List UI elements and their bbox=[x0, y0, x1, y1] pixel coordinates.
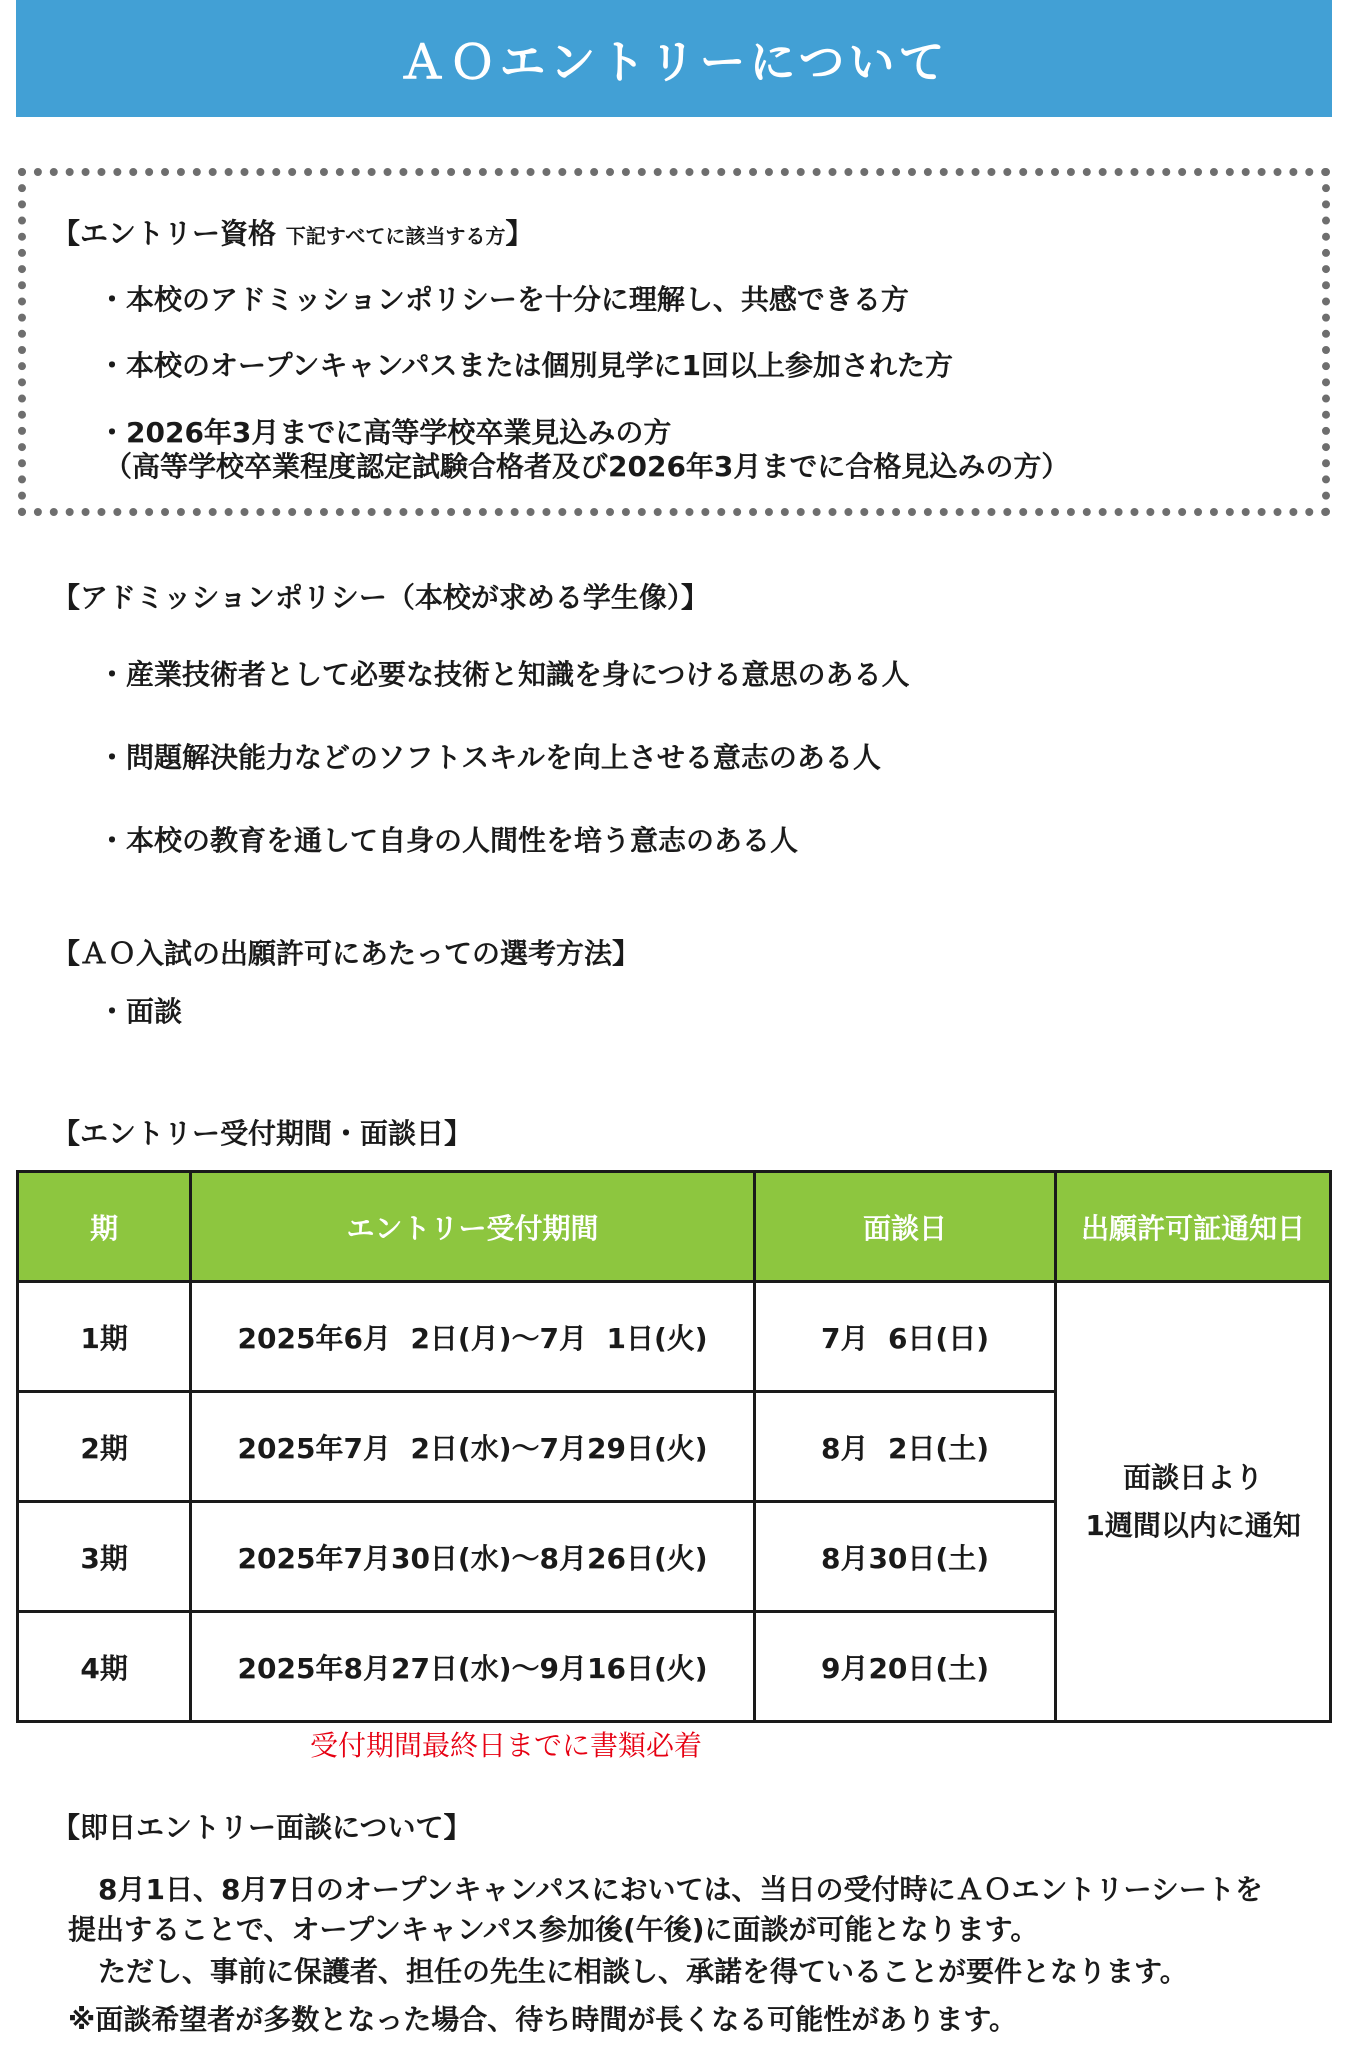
interview-cell: 9月20日(土) bbox=[754, 1612, 1055, 1722]
notify-line: 1週間以内に通知 bbox=[1085, 1508, 1301, 1542]
interview-cell: 8月 2日(土) bbox=[754, 1392, 1055, 1502]
qualification-item-note: （高等学校卒業程度認定試験合格者及び2026年3月までに合格見込みの方） bbox=[104, 450, 1070, 483]
interview-cell: 8月30日(土) bbox=[754, 1502, 1055, 1612]
term-cell: 3期 bbox=[18, 1502, 191, 1612]
term-cell: 4期 bbox=[18, 1612, 191, 1722]
term-cell: 1期 bbox=[18, 1282, 191, 1392]
period-cell: 2025年6月 2日(月)～7月 1日(火) bbox=[191, 1282, 755, 1392]
policy-item: ・本校の教育を通して自身の人間性を培う意志のある人 bbox=[98, 824, 799, 857]
same-day-line: 提出することで、オープンキャンパス参加後(午後)に面談が可能となります。 bbox=[68, 1913, 1039, 1946]
qualification-item: ・本校のオープンキャンパスまたは個別見学に1回以上参加された方 bbox=[98, 349, 954, 382]
col-header-interview-date: 面談日 bbox=[754, 1172, 1055, 1282]
term-cell: 2期 bbox=[18, 1392, 191, 1502]
col-header-entry-period: エントリー受付期間 bbox=[191, 1172, 755, 1282]
same-day-line: ただし、事前に保護者、担任の先生に相談し、承諾を得ていることが要件となります。 bbox=[98, 1955, 1188, 1988]
schedule-table bbox=[16, 1170, 1332, 1723]
interview-cell: 7月 6日(日) bbox=[754, 1282, 1055, 1392]
page-title-banner bbox=[16, 0, 1332, 117]
selection-item: ・面談 bbox=[98, 995, 183, 1028]
deadline-note: 受付期間最終日までに書類必着 bbox=[310, 1729, 703, 1762]
same-day-note: ※面談希望者が多数となった場合、待ち時間が長くなる可能性があります。 bbox=[68, 2003, 1017, 2036]
schedule-header-row bbox=[18, 1172, 1331, 1282]
page-title: ＡＯエントリーについて bbox=[399, 34, 949, 89]
qualification-item: ・2026年3月までに高等学校卒業見込みの方 bbox=[98, 416, 672, 449]
col-header-term: 期 bbox=[18, 1172, 191, 1282]
policy-heading: 【アドミッションポリシー（本校が求める学生像）】 bbox=[52, 581, 709, 614]
selection-heading: 【ＡＯ入試の出願許可にあたっての選考方法】 bbox=[52, 937, 641, 970]
col-header-notification-date: 出願許可証通知日 bbox=[1056, 1172, 1331, 1282]
notification-cell bbox=[1056, 1282, 1331, 1722]
policy-item: ・産業技術者として必要な技術と知識を身につける意思のある人 bbox=[98, 658, 910, 691]
policy-item: ・問題解決能力などのソフトスキルを向上させる意志のある人 bbox=[98, 741, 881, 774]
qualification-heading-note: 下記すべてに該当する方 bbox=[285, 224, 506, 248]
period-cell: 2025年7月30日(水)～8月26日(火) bbox=[191, 1502, 755, 1612]
qualification-heading: 【エントリー資格 下記すべてに該当する方】 bbox=[52, 217, 534, 250]
period-cell: 2025年8月27日(水)～9月16日(火) bbox=[191, 1612, 755, 1722]
table-row bbox=[18, 1282, 1331, 1392]
qualification-item: ・本校のアドミッションポリシーを十分に理解し、共感できる方 bbox=[98, 283, 909, 316]
period-cell: 2025年7月 2日(水)～7月29日(火) bbox=[191, 1392, 755, 1502]
same-day-heading: 【即日エントリー面談について】 bbox=[52, 1811, 472, 1844]
same-day-line: 8月1日、8月7日のオープンキャンパスにおいては、当日の受付時にＡＯエントリーシートを bbox=[98, 1873, 1263, 1906]
schedule-heading: 【エントリー受付期間・面談日】 bbox=[52, 1117, 473, 1150]
notify-line: 面談日より bbox=[1123, 1460, 1264, 1494]
